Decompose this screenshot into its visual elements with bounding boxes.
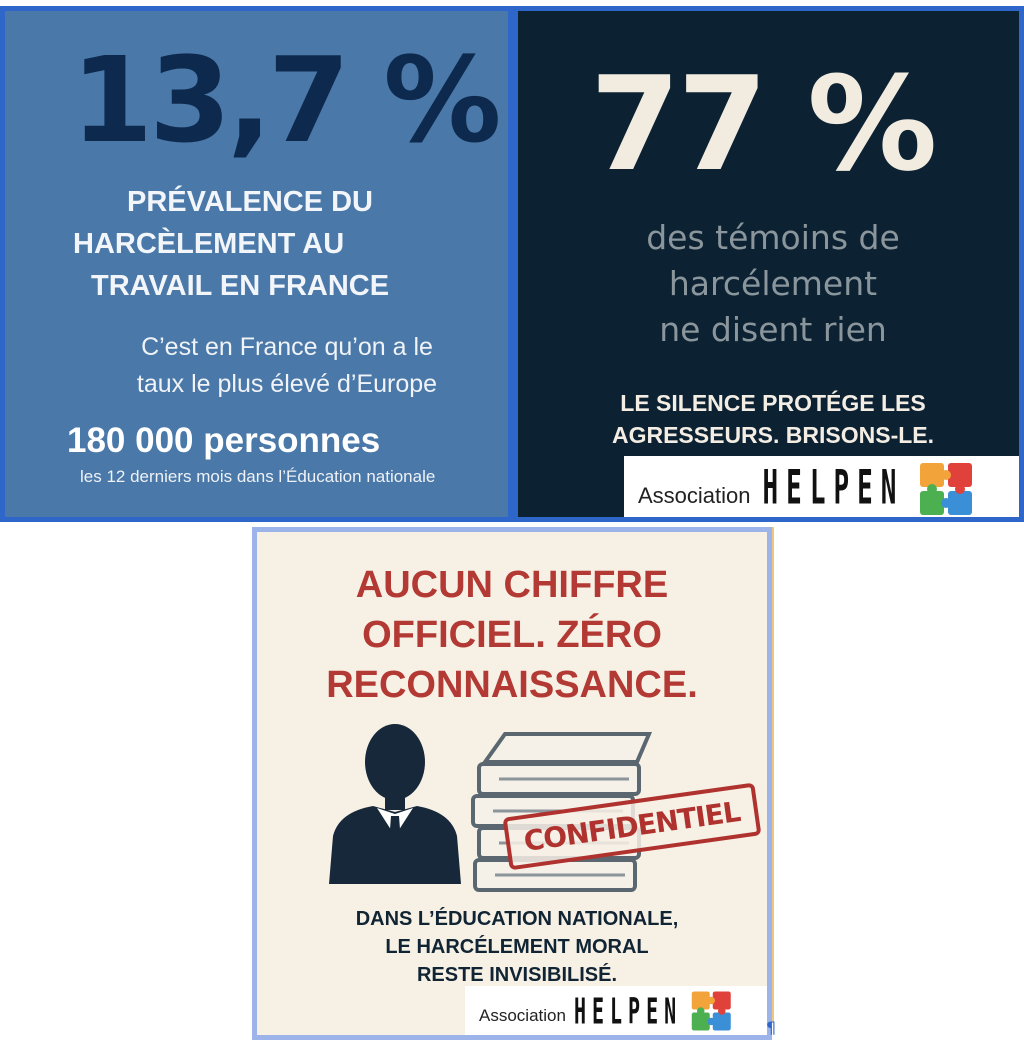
headline-line: OFFICIEL. ZÉRO: [362, 614, 662, 656]
puzzle-logo-icon: [918, 461, 976, 517]
footer-text: [297, 905, 737, 989]
brand-name: HELPEN: [573, 989, 683, 1033]
subtitle-line: ne disent rien: [659, 310, 887, 349]
subtitle: [67, 329, 507, 403]
stat-card-harassment-prevalence: [0, 6, 513, 522]
big-stat: 13,7 %: [71, 31, 498, 169]
footer-line: RESTE INVISIBILISÉ.: [416, 964, 618, 986]
brand-name: HELPEN: [762, 462, 905, 516]
subtitle-line: taux le plus élevé d’Europe: [136, 370, 438, 398]
subtitle-line: C’est en France qu’on a le: [141, 333, 433, 361]
people-count: 180 000 personnes: [67, 421, 381, 460]
businessman-silhouette-icon: [325, 716, 465, 884]
footer-line: DANS L’ÉDUCATION NATIONALE,: [355, 908, 679, 930]
subtitle: [578, 215, 968, 353]
stat-card-silent-witnesses: [513, 6, 1024, 522]
puzzle-logo-icon: [690, 990, 734, 1032]
headline-line: RECONNAISSANCE.: [326, 664, 698, 706]
slogan-line: AGRESSEURS. BRISONS-LE.: [611, 422, 935, 448]
association-label: Association: [638, 483, 751, 508]
subtitle-line: des témoins de: [646, 218, 900, 257]
slogan: [558, 387, 988, 451]
slogan-line: LE SILENCE PROTÉGE LES: [620, 390, 926, 416]
stat-card-no-official-figures: [252, 527, 772, 1040]
footer-line: LE HARCÉLEMENT MORAL: [385, 936, 649, 958]
headline-line: HARCÈLEMENT AU: [73, 228, 345, 260]
association-label: Association: [479, 1006, 566, 1025]
headline: [257, 560, 767, 710]
period-note: les 12 derniers mois dans l’Éducation nationale: [80, 467, 436, 486]
headline: [65, 181, 505, 307]
headline-line: PRÉVALENCE DU: [127, 186, 373, 218]
confidential-stamp: CONFIDENTIEL: [503, 783, 762, 871]
subtitle-line: harcélement: [668, 264, 878, 303]
divider-line: [772, 527, 774, 1022]
headline-line: TRAVAIL EN FRANCE: [91, 270, 390, 302]
pilcrow-mark: ¶: [766, 1018, 777, 1037]
headline-line: AUCUN CHIFFRE: [355, 564, 669, 606]
big-stat: 77 %: [590, 48, 935, 200]
association-banner: [624, 456, 1024, 522]
association-banner: [465, 986, 767, 1036]
